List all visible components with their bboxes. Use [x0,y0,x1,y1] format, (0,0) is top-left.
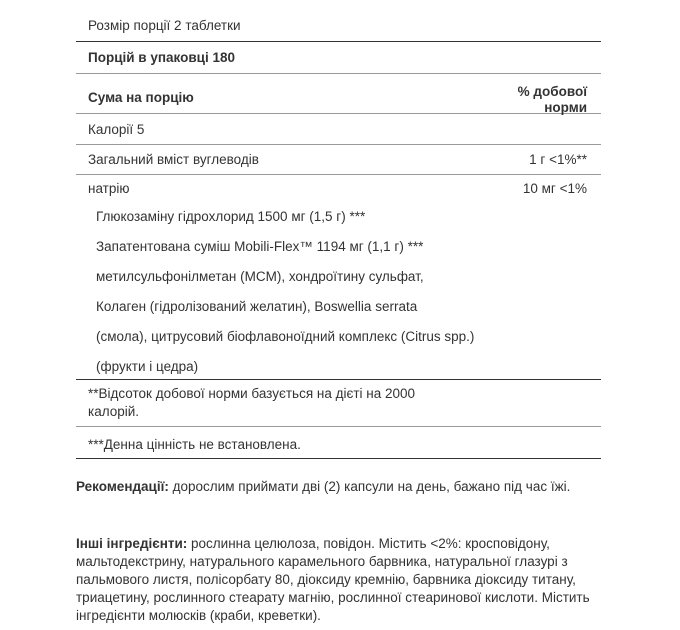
ingredient-row [76,233,601,263]
ingredient-row [76,203,601,233]
ingredient-line: (смола), цитрусовий біофлавоноїдний комплекс (Citrus spp.) [96,329,475,344]
amount-header-row [76,74,601,114]
daily-value-header-line1: % добової [517,84,587,99]
servings-per-container-row [76,42,601,74]
calories-row [76,114,601,145]
calories: Калорії 5 [88,122,145,137]
other-ingredients-label: Інші інгредієнти: [76,536,188,551]
other-ingredients-text: рослинна целюлоза, повідон. Містить <2%: кросповідону, мальтодекстрину, натурального карамельного барвника, натуральної глазурі з пальмового листя, полісорбату 80, діоксиду кремнію, барвника діоксиду титану, триацетину, рослинного стеарату магнію, рослинної стеаринової кислоти. Містить інгредієнти молюсків (краби, креветки). [76,536,590,623]
footnote-daily-value-line2: калорій. [88,404,140,419]
ingredient-row [76,353,601,379]
footnote-daily-value-line1: **Відсоток добової норми базується на дієті на 2000 [88,386,416,401]
ingredient-line: метилсульфонілметан (MCM), хондроїтину сульфат, [96,269,424,284]
ingredient-line: Глюкозаміну гідрохлорид 1500 мг (1,5 г) *** [96,209,366,224]
servings-per-container: Порцій в упаковці 180 [88,50,235,65]
ingredient-line: Колаген (гідролізований желатин), Boswellia serrata [96,299,418,314]
serving-size-row [76,10,601,42]
footnote-row [76,379,601,427]
ingredient-line: Запатентована суміш Mobili-Flex™ 1194 мг (1,1 г) *** [96,239,424,254]
carbs-row [76,145,601,175]
daily-value-header-line2: норми [544,100,587,115]
footnote-not-established: ***Денна цінність не встановлена. [88,437,301,452]
carbs-label: Загальний вміст вуглеводів [88,152,259,167]
serving-size: Розмір порції 2 таблетки [88,18,241,33]
recommendations-paragraph [76,478,601,496]
daily-value-header [518,84,587,116]
supplement-facts-table [76,10,601,459]
carbs-value: 1 г <1%** [529,152,587,167]
sodium-value: 10 мг <1% [522,181,587,196]
amount-per-serving-header: Сума на порцію [88,90,194,105]
ingredient-row [76,263,601,293]
recommendations-label: Рекомендації: [76,479,169,494]
other-ingredients-paragraph [76,535,601,625]
ingredient-row [76,323,601,353]
ingredient-line: (фрукти і цедра) [96,359,199,374]
footnote-row [76,427,601,459]
ingredient-row [76,293,601,323]
sodium-label: натрію [88,181,130,196]
footnote-daily-value [88,385,468,421]
recommendations-text: дорослим приймати дві (2) капсули на день, бажано під час їжі. [168,479,571,494]
sodium-row [76,175,601,203]
